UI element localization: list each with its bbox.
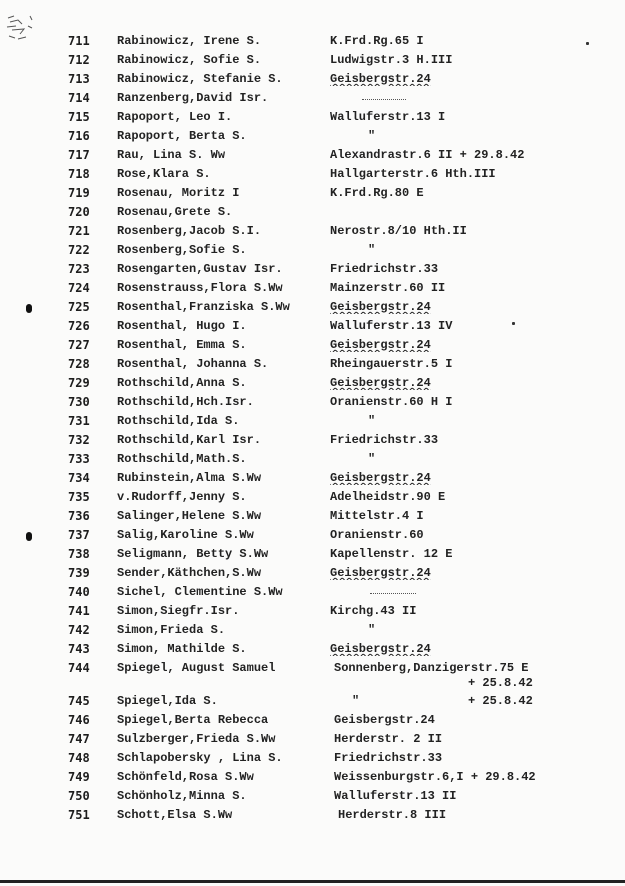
entry-number: 711 — [68, 34, 90, 48]
entry-name: Spiegel,Ida S. — [117, 694, 218, 708]
entry-name: Rosenthal, Hugo I. — [117, 319, 247, 333]
entry-name: Rosenau, Moritz I — [117, 186, 240, 200]
entry-name: Rapoport, Leo I. — [117, 110, 233, 124]
entry-address: Hallgarterstr.6 Hth.III — [330, 167, 496, 181]
punch-hole-mark — [26, 304, 32, 313]
entry-name: Sender,Käthchen,S.Ww — [117, 566, 262, 580]
list-item — [0, 789, 625, 807]
list-item — [0, 566, 625, 584]
entry-number: 712 — [68, 53, 90, 67]
entry-address: K.Frd.Rg.80 E — [330, 186, 424, 200]
margin-speck — [586, 42, 589, 45]
entry-name: Schott,Elsa S.Ww — [117, 808, 233, 822]
entry-number: 744 — [68, 661, 90, 675]
list-item — [0, 471, 625, 489]
entry-number: 750 — [68, 789, 90, 803]
entry-name: Ranzenberg,David Isr. — [117, 91, 269, 105]
entry-name: Rose,Klara S. — [117, 167, 211, 181]
entry-number: 727 — [68, 338, 90, 352]
entry-number: 730 — [68, 395, 90, 409]
list-item — [0, 528, 625, 546]
entry-number: 726 — [68, 319, 90, 333]
list-item — [0, 713, 625, 731]
entry-address: Mainzerstr.60 II — [330, 281, 446, 295]
entry-number: 718 — [68, 167, 90, 181]
list-item — [0, 395, 625, 413]
entry-date-note: + 25.8.42 — [468, 694, 533, 708]
list-item — [0, 490, 625, 508]
entry-number: 741 — [68, 604, 90, 618]
entry-address: Geisbergstr.24 — [330, 376, 431, 390]
entry-number: 714 — [68, 91, 90, 105]
list-item — [0, 357, 625, 375]
entry-number: 749 — [68, 770, 90, 784]
entry-address: Rheingauerstr.5 I — [330, 357, 453, 371]
entry-number: 732 — [68, 433, 90, 447]
entry-number: 737 — [68, 528, 90, 542]
list-item — [0, 319, 625, 337]
entry-name: Sulzberger,Frieda S.Ww — [117, 732, 276, 746]
entry-address: Herderstr.8 III — [338, 808, 447, 822]
list-item — [0, 694, 625, 712]
entry-name: Rabinowicz, Stefanie S. — [117, 72, 283, 86]
list-item — [0, 53, 625, 71]
list-item — [0, 186, 625, 204]
entry-address: Geisbergstr.24 — [330, 642, 431, 656]
entry-name: v.Rudorff,Jenny S. — [117, 490, 247, 504]
entry-address: Oranienstr.60 — [330, 528, 424, 542]
entry-name: Rau, Lina S. Ww — [117, 148, 226, 162]
entry-address: Kapellenstr. 12 E — [330, 547, 453, 561]
entry-name: Rothschild,Hch.Isr. — [117, 395, 254, 409]
entry-address: Friedrichstr.33 — [330, 433, 439, 447]
list-item — [0, 110, 625, 128]
entry-address: Alexandrastr.6 II + 29.8.42 — [330, 148, 525, 162]
entry-name: Schönfeld,Rosa S.Ww — [117, 770, 254, 784]
list-item — [0, 732, 625, 750]
list-item — [0, 376, 625, 394]
entry-name: Rothschild,Math.S. — [117, 452, 247, 466]
entry-address: Walluferstr.13 IV — [330, 319, 453, 333]
entry-number: 721 — [68, 224, 90, 238]
list-item — [0, 642, 625, 660]
list-item — [0, 91, 625, 109]
entry-name: Rosenau,Grete S. — [117, 205, 233, 219]
entry-name: Salinger,Helene S.Ww — [117, 509, 262, 523]
entry-name: Rapoport, Berta S. — [117, 129, 247, 143]
entry-number: 739 — [68, 566, 90, 580]
entry-name: Simon, Mathilde S. — [117, 642, 247, 656]
entry-address: Oranienstr.60 H I — [330, 395, 453, 409]
list-item — [0, 808, 625, 826]
ditto-dash-mark — [362, 99, 406, 100]
entry-address: Walluferstr.13 I — [330, 110, 446, 124]
list-item-annotation — [0, 676, 625, 694]
entry-number: 717 — [68, 148, 90, 162]
list-item — [0, 338, 625, 356]
entry-number: 740 — [68, 585, 90, 599]
entry-number: 731 — [68, 414, 90, 428]
entry-number: 728 — [68, 357, 90, 371]
punch-hole-mark — [26, 532, 32, 541]
entry-number: 716 — [68, 129, 90, 143]
entry-address: " — [368, 129, 376, 143]
list-item — [0, 167, 625, 185]
list-item — [0, 433, 625, 451]
entry-name: Schönholz,Minna S. — [117, 789, 247, 803]
entry-number: 720 — [68, 205, 90, 219]
entry-number: 724 — [68, 281, 90, 295]
entry-address: " — [368, 452, 376, 466]
bottom-edge-rule — [0, 880, 625, 883]
entry-address: Geisbergstr.24 — [330, 300, 431, 314]
entry-number: 713 — [68, 72, 90, 86]
margin-speck — [512, 322, 515, 325]
entry-number: 738 — [68, 547, 90, 561]
entry-address: Weissenburgstr.6,I + 29.8.42 — [334, 770, 536, 784]
entry-name: Rosenstrauss,Flora S.Ww — [117, 281, 283, 295]
entry-address: Herderstr. 2 II — [334, 732, 443, 746]
list-item — [0, 205, 625, 223]
entry-number: 725 — [68, 300, 90, 314]
list-item — [0, 547, 625, 565]
entry-number: 722 — [68, 243, 90, 257]
entry-number: 747 — [68, 732, 90, 746]
entry-name: Seligmann, Betty S.Ww — [117, 547, 269, 561]
entry-number: 742 — [68, 623, 90, 637]
entry-address: Geisbergstr.24 — [330, 566, 431, 580]
entry-name: Rosenthal, Emma S. — [117, 338, 247, 352]
list-item — [0, 604, 625, 622]
entry-name: Salig,Karoline S.Ww — [117, 528, 254, 542]
entry-number: 723 — [68, 262, 90, 276]
entry-address: Adelheidstr.90 E — [330, 490, 446, 504]
list-item — [0, 148, 625, 166]
entry-name: Rosenberg,Jacob S.I. — [117, 224, 262, 238]
entry-number: 746 — [68, 713, 90, 727]
entry-address: Sonnenberg,Danzigerstr.75 E — [334, 661, 529, 675]
entry-number: 719 — [68, 186, 90, 200]
entry-name: Spiegel,Berta Rebecca — [117, 713, 269, 727]
list-item — [0, 452, 625, 470]
entry-name: Rabinowicz, Irene S. — [117, 34, 262, 48]
list-item — [0, 414, 625, 432]
list-item — [0, 224, 625, 242]
list-item — [0, 300, 625, 318]
entry-name: Rosenthal, Johanna S. — [117, 357, 269, 371]
list-item — [0, 262, 625, 280]
entry-number: 751 — [68, 808, 90, 822]
ditto-dash-mark — [370, 593, 416, 594]
entry-name: Rabinowicz, Sofie S. — [117, 53, 262, 67]
entry-address: Geisbergstr.24 — [330, 471, 431, 485]
entry-number: 736 — [68, 509, 90, 523]
list-item — [0, 585, 625, 603]
entry-number: 729 — [68, 376, 90, 390]
list-item — [0, 281, 625, 299]
entry-address: Geisbergstr.24 — [330, 72, 431, 86]
entry-name: Rosengarten,Gustav Isr. — [117, 262, 283, 276]
entry-name: Simon,Siegfr.Isr. — [117, 604, 240, 618]
entry-number: 743 — [68, 642, 90, 656]
entry-name: Spiegel, August Samuel — [117, 661, 276, 675]
entry-number: 748 — [68, 751, 90, 765]
entry-address: " — [368, 623, 376, 637]
entry-address: Walluferstr.13 II — [334, 789, 457, 803]
entry-address: Geisbergstr.24 — [330, 338, 431, 352]
entry-date-note: + 25.8.42 — [468, 676, 533, 690]
entry-name: Rosenberg,Sofie S. — [117, 243, 247, 257]
entry-number: 734 — [68, 471, 90, 485]
entry-number: 735 — [68, 490, 90, 504]
entry-address: Friedrichstr.33 — [334, 751, 443, 765]
entry-number: 745 — [68, 694, 90, 708]
list-item — [0, 129, 625, 147]
entry-name: Rothschild,Anna S. — [117, 376, 247, 390]
entry-name: Simon,Frieda S. — [117, 623, 226, 637]
entry-number: 715 — [68, 110, 90, 124]
entry-name: Rosenthal,Franziska S.Ww — [117, 300, 290, 314]
list-item — [0, 509, 625, 527]
list-item — [0, 72, 625, 90]
list-item — [0, 623, 625, 641]
entry-name: Sichel, Clementine S.Ww — [117, 585, 283, 599]
entry-address: " — [368, 243, 376, 257]
entry-address: K.Frd.Rg.65 I — [330, 34, 424, 48]
list-item — [0, 751, 625, 769]
entry-address: " — [368, 414, 376, 428]
list-item — [0, 243, 625, 261]
entry-address: Geisbergstr.24 — [334, 713, 435, 727]
entry-address: Ludwigstr.3 H.III — [330, 53, 453, 67]
entry-name: Rothschild,Ida S. — [117, 414, 240, 428]
entry-address: " — [352, 694, 360, 708]
list-item — [0, 770, 625, 788]
entry-number: 733 — [68, 452, 90, 466]
entry-name: Rothschild,Karl Isr. — [117, 433, 262, 447]
entry-address: Mittelstr.4 I — [330, 509, 424, 523]
entry-name: Schlapobersky , Lina S. — [117, 751, 283, 765]
entry-address: Nerostr.8/10 Hth.II — [330, 224, 467, 238]
list-item — [0, 34, 625, 52]
entry-address: Friedrichstr.33 — [330, 262, 439, 276]
entry-address: Kirchg.43 II — [330, 604, 417, 618]
entry-name: Rubinstein,Alma S.Ww — [117, 471, 262, 485]
